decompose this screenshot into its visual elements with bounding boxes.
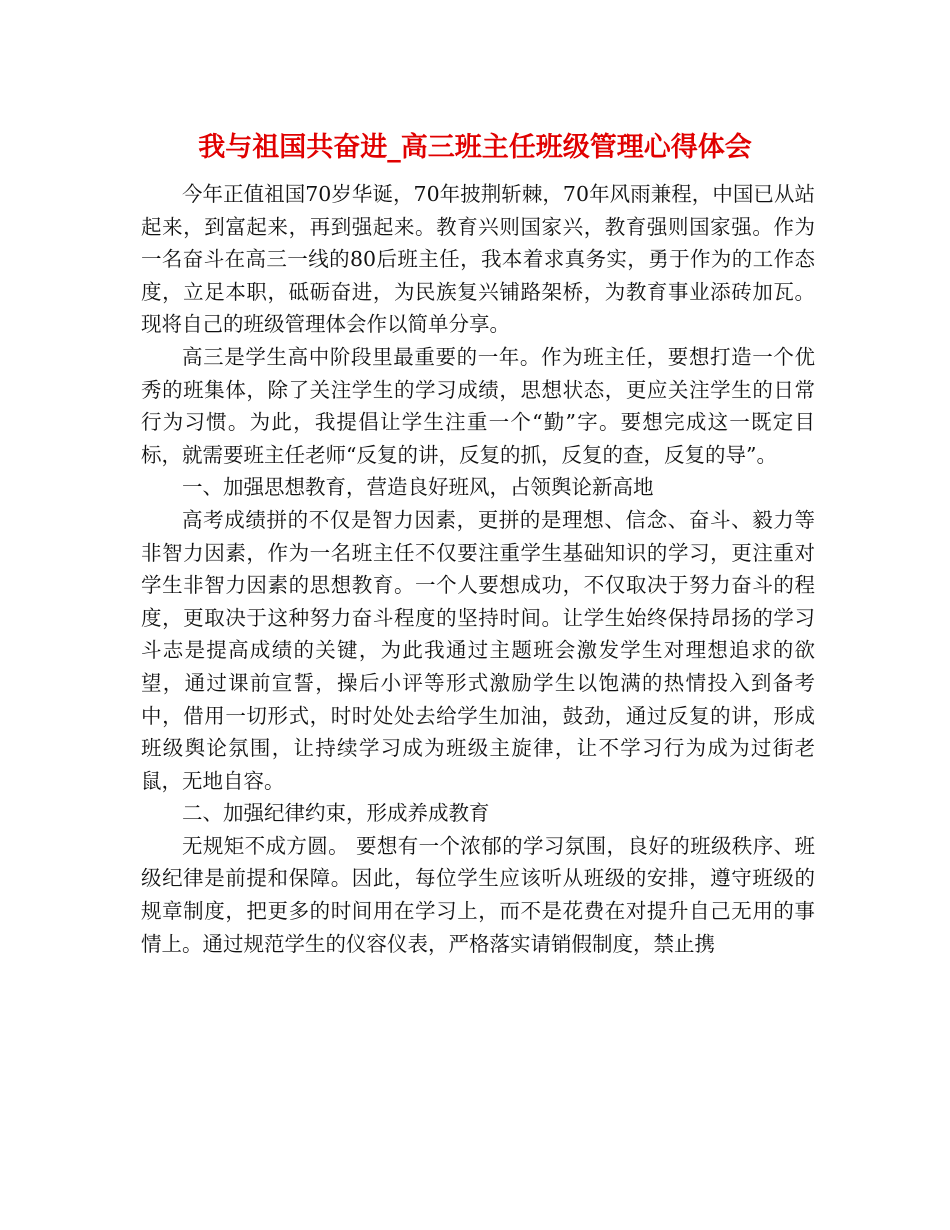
paragraph: 今年正值祖国70岁华诞，70年披荆斩棘，70年风雨兼程，中国已从站起来，到富起来，再到强起来。教育兴则国家兴，教育强则国家强。作为一名奋斗在高三一线的80后班主任，我本着求真务实，勇于作为的工作态度，立足本职，砥砺奋进，为民族复兴铺路架桥，为教育事业添砖加瓦。现将自己的班级管理体会作以简单分享。 (141, 182, 815, 337)
paragraph: 高三是学生高中阶段里最重要的一年。作为班主任，要想打造一个优秀的班集体，除了关注学生的学习成绩，思想状态，更应关注学生的日常行为习惯。为此，我提倡让学生注重一个“勤”字。要想完成这一既定目标，就需要班主任老师“反复的讲，反复的抓，反复的查，反复的导”。 (141, 344, 815, 467)
paragraph: 高考成绩拼的不仅是智力因素，更拼的是理想、信念、奋斗、毅力等非智力因素，作为一名班主任不仅要注重学生基础知识的学习，更注重对学生非智力因素的思想教育。一个人要想成功，不仅取决于努力奋斗的程度，更取决于这种努力奋斗程度的坚持时间。让学生始终保持昂扬的学习斗志是提高成绩的关键，为此我通过主题班会激发学生对理想追求的欲望，通过课前宣誓，操后小评等形式激励学生以饱满的热情投入到备考中，借用一切形式，时时处处去给学生加油，鼓劲，通过反复的讲，形成班级舆论氛围，让持续学习成为班级主旋律，让不学习行为成为过街老鼠，无地自容。 (141, 507, 815, 793)
section-heading: 一、加强思想教育，营造良好班风，占领舆论新高地 (182, 475, 654, 500)
document-body (141, 178, 815, 960)
paragraph: 无规矩不成方圆。 要想有一个浓郁的学习氛围，良好的班级秩序、班级纪律是前提和保障。因此，每位学生应该听从班级的安排，遵守班级的规章制度，把更多的时间用在学习上，而不是花费在对提升自己无用的事情上。通过规范学生的仪容仪表，严格落实请销假制度，禁止携 (141, 833, 815, 956)
section-heading: 二、加强纪律约束，形成养成教育 (182, 801, 490, 826)
document-title: 我与祖国共奋进_高三班主任班级管理心得体会 (198, 132, 752, 163)
